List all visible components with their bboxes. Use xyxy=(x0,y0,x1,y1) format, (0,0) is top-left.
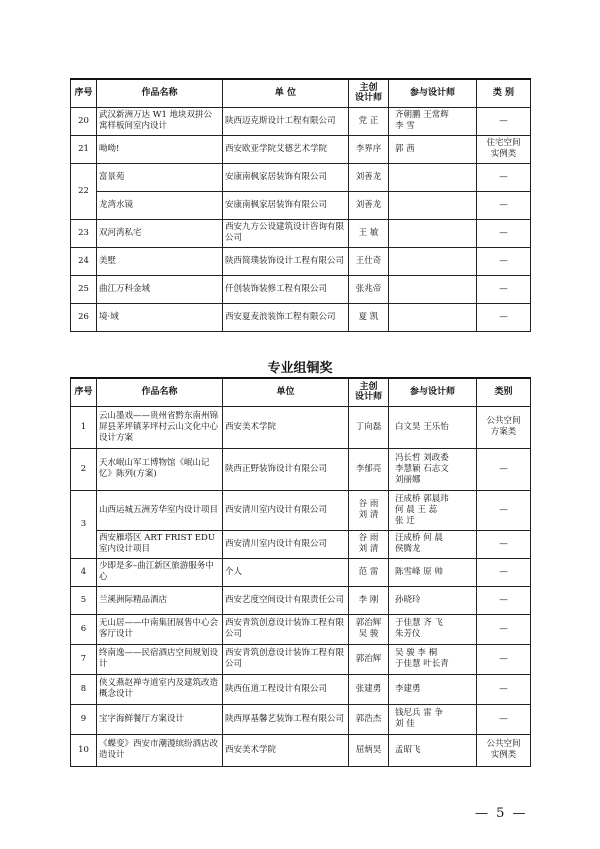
section-title: 专业组铜奖 xyxy=(267,361,333,376)
table-row xyxy=(71,644,531,674)
row-no: 6 xyxy=(71,614,97,644)
row-lead: 王仕奇 xyxy=(349,247,389,275)
row-unit: 西安青筑创意设计装饰工程有限公司 xyxy=(223,644,349,674)
row-lead: 郭治辉 吴 骏 xyxy=(349,614,389,644)
row-cat: — xyxy=(477,614,531,644)
row-unit: 西安清川室内设计有限公司 xyxy=(223,530,349,558)
table-row xyxy=(71,614,531,644)
row-work: 呦呦! xyxy=(97,135,223,163)
row-no: 5 xyxy=(71,586,97,614)
row-co xyxy=(389,163,477,191)
row-co: 陈雪峰 原 帅 xyxy=(389,558,477,586)
row-co xyxy=(389,303,477,331)
row-no: 20 xyxy=(71,107,97,135)
table-row xyxy=(71,303,531,331)
row-lead: 李界序 xyxy=(349,135,389,163)
row-unit: 陕西简璞装饰设计工程有限公司 xyxy=(223,247,349,275)
row-lead: 刘善龙 xyxy=(349,191,389,219)
row-lead: 李郁亮 xyxy=(349,448,389,490)
row-cat: — xyxy=(477,191,531,219)
row-no: 10 xyxy=(71,734,97,766)
table-row xyxy=(71,135,531,163)
row-co xyxy=(389,275,477,303)
table-row xyxy=(71,219,531,247)
row-no: 7 xyxy=(71,644,97,674)
row-cat: — xyxy=(477,586,531,614)
row-cat: — xyxy=(477,704,531,734)
row-lead: 丁向磊 xyxy=(349,406,389,448)
row-unit: 陕西迈克斯设计工程有限公司 xyxy=(223,107,349,135)
row-no: 26 xyxy=(71,303,97,331)
row-cat: — xyxy=(477,247,531,275)
row-work: 兰溪洲际精品酒店 xyxy=(97,586,223,614)
row-unit: 陕西伍道工程设计有限公司 xyxy=(223,674,349,704)
row-co: 李建勇 xyxy=(389,674,477,704)
row-co: 郭 茜 xyxy=(389,135,477,163)
table-row xyxy=(71,674,531,704)
row-unit: 陕西正野装饰设计有限公司 xyxy=(223,448,349,490)
page-number: — 5 — xyxy=(475,806,528,821)
row-co: 冯长哲 刘政委 李慧颖 石志文 刘丽娜 xyxy=(389,448,477,490)
row-lead: 李 刚 xyxy=(349,586,389,614)
row-unit: 安康南枫家居装饰有限公司 xyxy=(223,191,349,219)
row-work: 武汉新洲万达 W1 地块双拼公寓样板间室内设计 xyxy=(97,107,223,135)
row-cat: — xyxy=(477,558,531,586)
header-co: 参与设计师 xyxy=(389,79,477,107)
header-work: 作品名称 xyxy=(97,378,223,406)
row-no: 8 xyxy=(71,674,97,704)
row-cat: — xyxy=(477,530,531,558)
bronze-awards-table xyxy=(70,377,531,767)
row-lead: 谷 雨 刘 清 xyxy=(349,530,389,558)
row-co: 钱尼兵 雷 争 刘 佳 xyxy=(389,704,477,734)
row-lead: 郭浩杰 xyxy=(349,704,389,734)
row-lead: 刘善龙 xyxy=(349,163,389,191)
row-no: 21 xyxy=(71,135,97,163)
row-no: 2 xyxy=(71,448,97,490)
row-cat: — xyxy=(477,644,531,674)
row-unit: 西安艺度空间设计有限责任公司 xyxy=(223,586,349,614)
row-lead: 屈炳昊 xyxy=(349,734,389,766)
row-co: 吴 骏 李 桐 于佳慧 叶长青 xyxy=(389,644,477,674)
header-cat: 类 别 xyxy=(477,79,531,107)
row-unit: 陕西厚基馨艺装饰工程有限公司 xyxy=(223,704,349,734)
table-row xyxy=(71,586,531,614)
row-no: 3 xyxy=(71,490,97,558)
header-no: 序号 xyxy=(71,79,97,107)
header-lead: 主创 设计师 xyxy=(349,378,389,406)
row-work: 天水岷山军工博物馆《岷山记忆》陈列(方案) xyxy=(97,448,223,490)
row-cat: 公共空间 方案类 xyxy=(477,406,531,448)
row-work: 龙湾水镜 xyxy=(97,191,223,219)
table-row xyxy=(71,734,531,766)
row-work: 曲江万科金域 xyxy=(97,275,223,303)
row-unit: 西安夏麦浪装饰工程有限公司 xyxy=(223,303,349,331)
row-work: 宝字海鲜餐厅方案设计 xyxy=(97,704,223,734)
row-unit: 西安美术学院 xyxy=(223,734,349,766)
table-row xyxy=(71,107,531,135)
row-unit: 西安美术学院 xyxy=(223,406,349,448)
header-co: 参与设计师 xyxy=(389,378,477,406)
row-lead: 谷 雨 刘 清 xyxy=(349,490,389,530)
row-unit: 西安青筑创意设计装饰工程有限公司 xyxy=(223,614,349,644)
row-unit: 西安欧亚学院艾德艺术学院 xyxy=(223,135,349,163)
row-unit: 西安清川室内设计有限公司 xyxy=(223,490,349,530)
header-unit: 单位 xyxy=(223,378,349,406)
row-cat: — xyxy=(477,448,531,490)
row-work: 少即是多–曲江新区旅游服务中心 xyxy=(97,558,223,586)
header-cat: 类别 xyxy=(477,378,531,406)
row-cat: — xyxy=(477,490,531,530)
row-lead: 张兆帝 xyxy=(349,275,389,303)
row-no: 23 xyxy=(71,219,97,247)
table-row xyxy=(71,558,531,586)
row-co: 汪成桥 何 晨 侯腾龙 xyxy=(389,530,477,558)
row-work: 无山居——中南集团展售中心会客厅设计 xyxy=(97,614,223,644)
row-no: 9 xyxy=(71,704,97,734)
row-lead: 党 正 xyxy=(349,107,389,135)
row-co xyxy=(389,247,477,275)
row-unit: 西安九方公设建筑设计咨询有限公司 xyxy=(223,219,349,247)
table-row xyxy=(71,406,531,448)
row-cat: — xyxy=(477,219,531,247)
row-work: 终南逸——民宿酒店空间规划设计 xyxy=(97,644,223,674)
row-no: 1 xyxy=(71,406,97,448)
row-cat: — xyxy=(477,107,531,135)
row-no: 22 xyxy=(71,163,97,219)
row-work: 富景苑 xyxy=(97,163,223,191)
row-cat: — xyxy=(477,303,531,331)
row-cat: 住宅空间 实例类 xyxy=(477,135,531,163)
header-lead: 主创 设计师 xyxy=(349,79,389,107)
row-work: 《蝶变》西安市潮漫缤纷酒店改造设计 xyxy=(97,734,223,766)
row-lead: 王 敏 xyxy=(349,219,389,247)
table-row xyxy=(71,448,531,490)
row-co: 孟昭飞 xyxy=(389,734,477,766)
row-lead: 郭治辉 xyxy=(349,644,389,674)
row-no: 4 xyxy=(71,558,97,586)
row-co: 于佳慧 齐 飞 朱芳仪 xyxy=(389,614,477,644)
header-no: 序号 xyxy=(71,378,97,406)
row-lead: 张建勇 xyxy=(349,674,389,704)
header-unit: 单 位 xyxy=(223,79,349,107)
row-unit: 仟创装饰装修工程有限公司 xyxy=(223,275,349,303)
row-work: 双河湾私宅 xyxy=(97,219,223,247)
table-row xyxy=(71,247,531,275)
row-work: 美墅 xyxy=(97,247,223,275)
row-cat: — xyxy=(477,275,531,303)
row-co xyxy=(389,191,477,219)
row-no: 24 xyxy=(71,247,97,275)
header-work: 作品名称 xyxy=(97,79,223,107)
row-work: 西安雁塔区 ART FRIST EDU 室内设计项目 xyxy=(97,530,223,558)
row-no: 25 xyxy=(71,275,97,303)
awards-table-continued xyxy=(70,78,531,332)
row-co: 齐朝鹏 王常辉 李 雪 xyxy=(389,107,477,135)
table-row xyxy=(71,163,531,191)
row-work: 侠义燕赵禅寺道室内及建筑改造概念设计 xyxy=(97,674,223,704)
table-row xyxy=(71,275,531,303)
table-row xyxy=(71,704,531,734)
table-row xyxy=(71,530,531,558)
row-cat: — xyxy=(477,163,531,191)
row-co: 汪成桥 郭晨玮 何 晨 王 蕊 张 迁 xyxy=(389,490,477,530)
table-row xyxy=(71,490,531,530)
row-co: 白文昊 王乐怡 xyxy=(389,406,477,448)
row-cat: 公共空间 实例类 xyxy=(477,734,531,766)
row-lead: 范 雷 xyxy=(349,558,389,586)
row-work: 云山墨戏——贵州省黔东南州锦屏县茅坪镇茅坪村云山文化中心设计方案 xyxy=(97,406,223,448)
row-cat: — xyxy=(477,674,531,704)
row-co xyxy=(389,219,477,247)
row-co: 孙晓玲 xyxy=(389,586,477,614)
row-work: 山西运城五洲芳华室内设计项目 xyxy=(97,490,223,530)
row-work: 境·域 xyxy=(97,303,223,331)
table-row xyxy=(71,191,531,219)
row-unit: 安康南枫家居装饰有限公司 xyxy=(223,163,349,191)
row-lead: 夏 凯 xyxy=(349,303,389,331)
row-unit: 个人 xyxy=(223,558,349,586)
